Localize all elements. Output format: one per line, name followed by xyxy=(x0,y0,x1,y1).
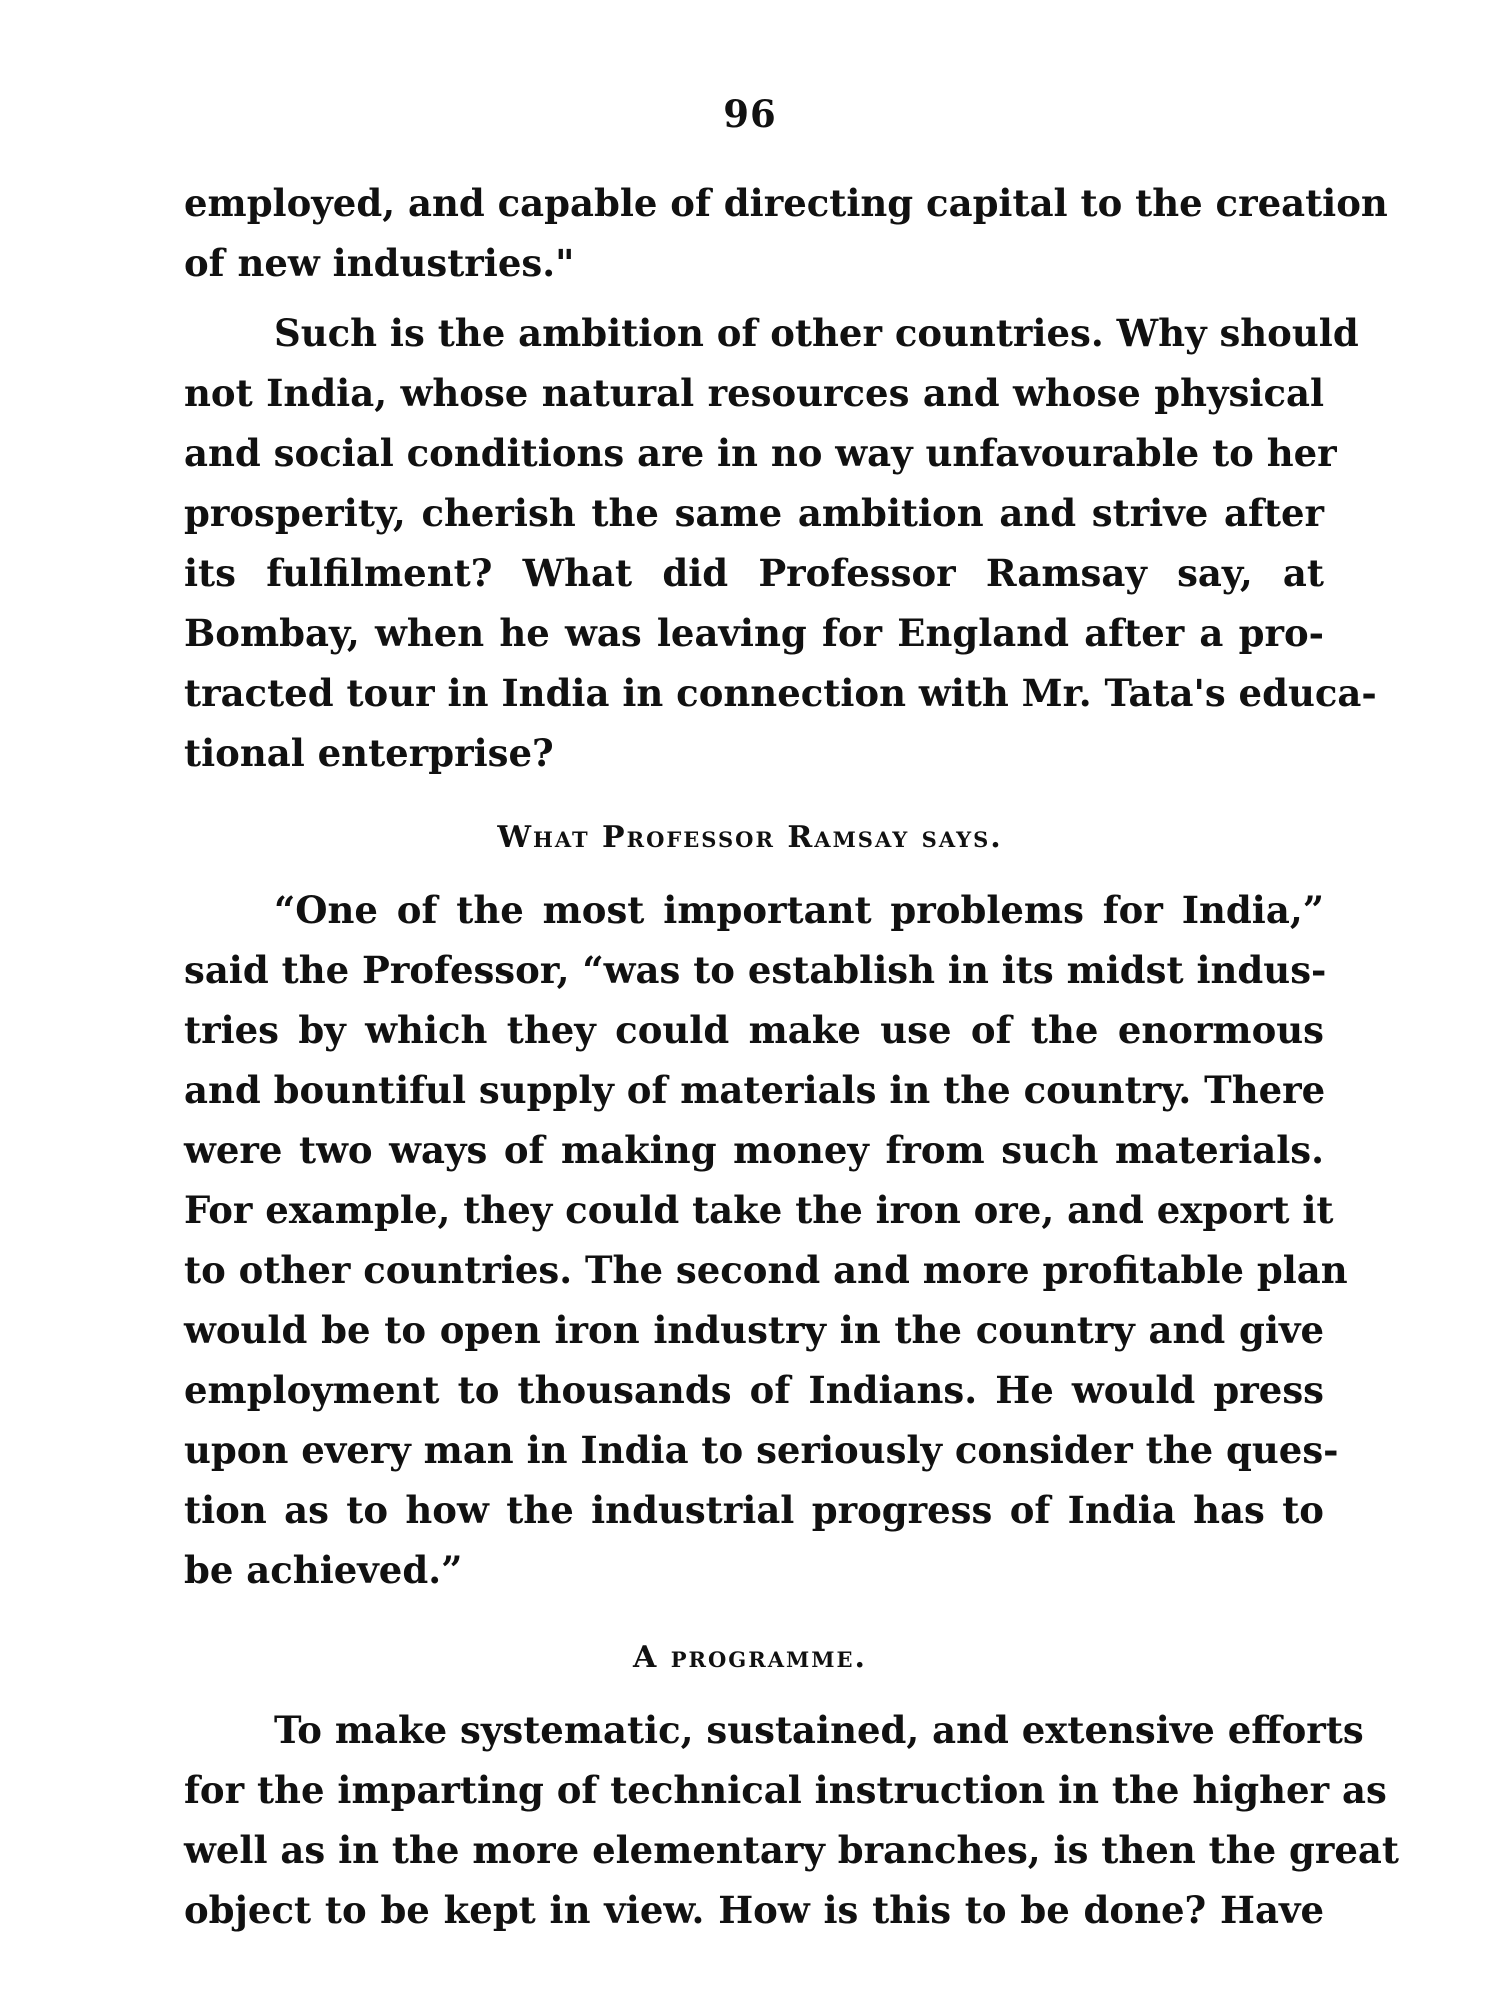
paragraph-programme xyxy=(184,1700,1400,1940)
text-line: prosperity, cherish the same ambition and strive after xyxy=(184,491,1324,535)
paragraph-continuation xyxy=(184,173,1388,293)
section-heading-programme: A programme. xyxy=(633,1640,867,1675)
text-line: tries by which they could make use of the enormous xyxy=(184,1008,1324,1052)
text-line: Such is the ambition of other countries. Why should xyxy=(274,311,1359,355)
text-line: were two ways of making money from such materials. xyxy=(184,1128,1324,1172)
text-line: upon every man in India to seriously consider the ques- xyxy=(184,1428,1339,1472)
page-number: 96 xyxy=(723,92,777,136)
text-line: employed, and capable of directing capital to the creation xyxy=(184,181,1388,225)
text-line: and social conditions are in no way unfavourable to her xyxy=(184,431,1337,475)
text-line: to other countries. The second and more profitable plan xyxy=(184,1248,1348,1292)
text-line: for the imparting of technical instruction in the higher as xyxy=(184,1768,1387,1812)
text-line: tional enterprise? xyxy=(184,731,554,775)
text-line: well as in the more elementary branches, is then the great xyxy=(184,1828,1400,1872)
text-line: To make systematic, sustained, and extensive efforts xyxy=(274,1708,1364,1752)
text-line: Bombay, when he was leaving for England after a pro- xyxy=(184,611,1324,655)
text-line: of new industries." xyxy=(184,241,575,285)
text-line: “One of the most important problems for India,” xyxy=(274,888,1324,932)
text-line: its fulfilment? What did Professor Ramsay say, at xyxy=(184,551,1324,595)
text-line: tion as to how the industrial progress of India has to xyxy=(184,1488,1324,1532)
text-line: not India, whose natural resources and whose physical xyxy=(184,371,1324,415)
paragraph-ramsay-quote xyxy=(184,880,1348,1600)
text-line: employment to thousands of Indians. He would press xyxy=(184,1368,1324,1412)
text-line: For example, they could take the iron ore, and export it xyxy=(184,1188,1334,1232)
text-line: tracted tour in India in connection with Mr. Tata's educa- xyxy=(184,671,1377,715)
text-line: and bountiful supply of materials in the country. There xyxy=(184,1068,1326,1112)
section-heading-ramsay: What Professor Ramsay says. xyxy=(497,820,1003,855)
paragraph-ambition xyxy=(184,303,1377,783)
text-line: would be to open iron industry in the country and give xyxy=(184,1308,1324,1352)
text-line: said the Professor, “was to establish in its midst indus- xyxy=(184,948,1327,992)
text-line: object to be kept in view. How is this to be done? Have xyxy=(184,1888,1324,1932)
text-line: be achieved.” xyxy=(184,1548,463,1592)
